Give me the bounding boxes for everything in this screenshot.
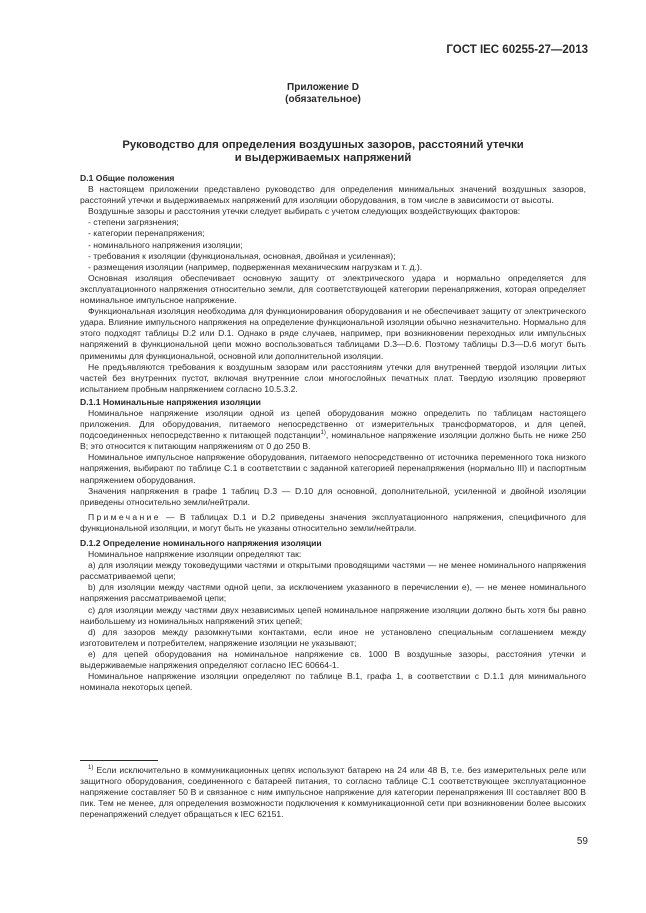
paragraph: Номинальное импульсное напряжение оборудования, питаемого непосредственно от источника переменного тока низкого напряжения, выбирают по таблице С.1 в соответствии с заданной категорией перенапряжения (нормально III) и паспортным напряжением оборудования. — [80, 452, 586, 485]
paragraph-part: Номинальное напряжение изоляции одной из цепей оборудования можно определить по таблицам настоящего приложения. Для оборудования, питаемого непосредственно от измерительных трансформаторов, и для цепей, подсоединенных непосредственно к питающей подстанции — [80, 407, 586, 441]
list-item: - степени загрязнения; — [88, 217, 179, 228]
list-item: d) для зазоров между разомкнутыми контактами, если иное не установлено специальным соглашением между изготовителем и потребителем, напряжение изоляции не указывают; — [80, 626, 586, 648]
list-item: e) для цепей оборудования на номинальное напряжение св. 1000 В воздушные зазоры, расстояния утечки и выдерживаемые напряжения определяют согласно IEC 60664-1. — [80, 648, 586, 671]
appendix-status: (обязательное) — [285, 94, 361, 105]
note — [80, 512, 586, 534]
footnote-divider — [80, 760, 158, 761]
note-text: — В таблицах D.1 и D.2 приведены значения эксплуатационного напряжения, специфичного для функциональной изоляции, и могут быть не указаны относительно земли/нейтрали. — [80, 511, 586, 533]
paragraph: Не предъявляются требования к воздушным зазорам или расстояниям утечки для внутренней твердой изоляции литых частей без внутренних пустот, включая внутренние слои многослойных печатных плат. Твердую изоляцию проверяют испытанием пробным напряжением согласно 10.5.3.2. — [80, 361, 586, 394]
list-item: - категории перенапряжения; — [88, 228, 205, 239]
footnote-mark: 1) — [88, 765, 94, 772]
list-item: - размещения изоляции (например, подверженная механическим нагрузкам и т. д.). — [88, 261, 423, 272]
section-heading-d1: D.1 Общие положения — [80, 173, 175, 183]
list-item: a) для изоляции между токоведущими частями и открытыми проводящими частями — не менее номинального напряжения рассматриваемой цепи; — [80, 560, 586, 582]
list-item: - номинального напряжения изоляции; — [88, 239, 243, 250]
list-item: - требования к изоляции (функциональная, основная, двойная и усиленная); — [88, 250, 396, 261]
document-title-line-1: Руководство для определения воздушных зазоров, расстояний утечки — [122, 139, 524, 151]
paragraph: Функциональная изоляция необходима для функционирования оборудования и не обеспечивает защиту от электрического удара. Влияние импульсного напряжения на определение функциональной изоляции обычно незначительно. Нормально для этого подходят таблицы D.2 или D.1. Однако в ряде случаев, например, при возникновении переходных или импульсных напряжений в функциональной цепи можно воспользоваться таблицами D.3—D.6. Поэтому таблицы D.3—D.6 могут быть применимы для функциональной, основной или дополнительной изоляции. — [80, 306, 586, 361]
list-item: c) для изоляции между частями двух независимых цепей номинальное напряжение изоляции должно быть хотя бы равно наибольшему из номинальных напряжений этих цепей; — [80, 604, 586, 626]
paragraph: В настоящем приложении представлено руководство для определения минимальных значений воздушных зазоров, расстояний утечки и выдерживаемых напряжений для изоляции оборудования, в том числе в зависимости от высоты. — [80, 184, 586, 206]
footnote-reference: 1) — [320, 430, 326, 437]
section-heading-d11: D.1.1 Номинальные напряжения изоляции — [80, 396, 261, 407]
footnote-body: Если исключительно в коммуникационных цепях используют батарею на 24 или 48 В, т.е. без измерительных реле или защитного оборудования, соединенного с батареей питания, то согласно таблице С.1 соответствующее эксплуатационное напряжение составляет 50 В и связанное с ним импульсное напряжение для категории перенапряжения III составляет 800 В пик. Тем не менее, для определения возможности подключения к коммуникационной сети при возникновении более высоких перенапряжений следует обращаться к IEC 62151. — [80, 765, 586, 820]
appendix-title: Приложение D — [287, 82, 359, 93]
main-text — [80, 171, 586, 693]
list-item: b) для изоляции между частями одной цепи, за исключением указанного в перечислении e), — не менее номинального напряжения рассматриваемой цепи; — [80, 582, 586, 604]
document-title-line-2: и выдерживаемых напряжений — [234, 152, 412, 164]
footnote-text — [80, 765, 586, 820]
paragraph: Основная изоляция обеспечивает основную защиту от электрического удара и нормально определяется для эксплуатационного напряжения относительно земли, для соответствующей категории перенапряжения, которая определяет номинальное импульсное напряжение. — [80, 272, 586, 306]
standard-header: ГОСТ IEC 60255-27—2013 — [446, 44, 588, 56]
paragraph: Номинальное напряжение изоляции определяют по таблице В.1, графа 1, в соответствии с D.1.1 для минимального номинала некоторых цепей. — [80, 671, 586, 693]
paragraph: Номинальное напряжение изоляции определяют так: — [88, 549, 302, 560]
paragraph-part: , номинальное напряжение изоляции должно быть не ниже 250 В; это относится к питающим напряжениям от 0 до 250 В. — [80, 430, 587, 452]
note-label: Примечание — [88, 511, 161, 522]
paragraph: Воздушные зазоры и расстояния утечки следует выбирать с учетом следующих воздействующих факторов: — [88, 206, 521, 217]
paragraph: Значения напряжения в графе 1 таблиц D.3 — D.10 для основной, дополнительной, усиленной и двойной изоляции приведены относительно земли/нейтрали. — [80, 485, 586, 507]
page-number: 59 — [576, 836, 588, 847]
paragraph — [80, 408, 586, 452]
footnote — [80, 765, 586, 820]
section-heading-d12: D.1.2 Определение номинального напряжения изоляции — [80, 538, 322, 548]
